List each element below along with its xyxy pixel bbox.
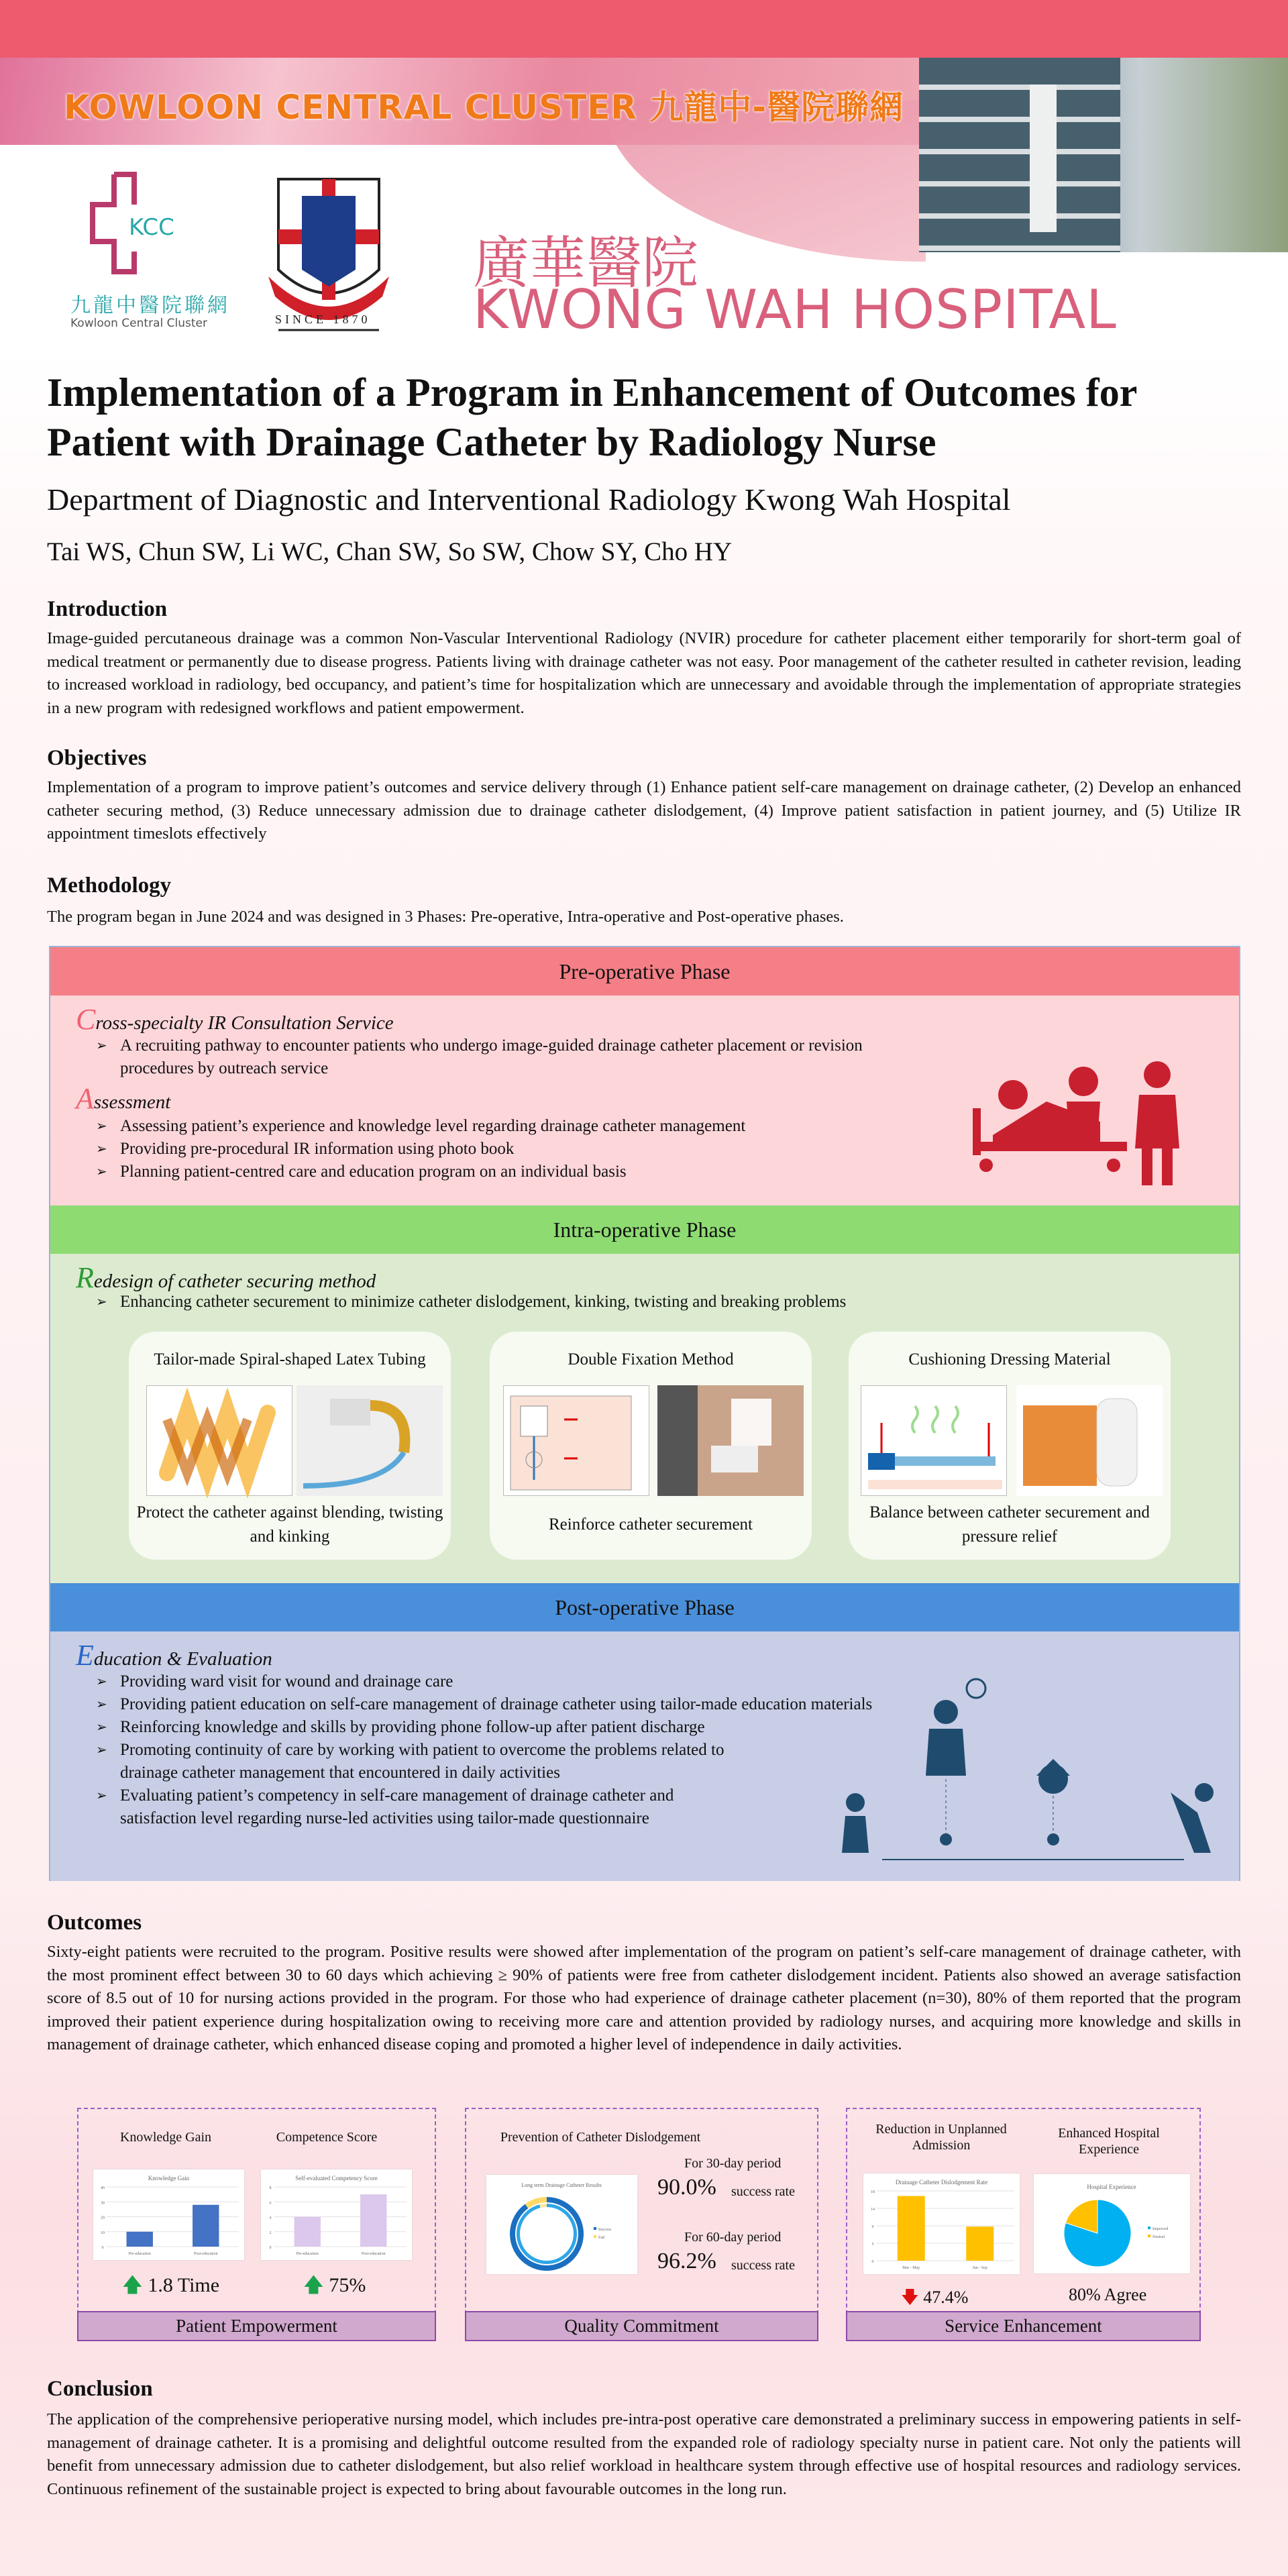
list-item: ➢ Providing patient education on self-care management of drainage catheter using tailor-made education materials: [76, 1693, 921, 1716]
legend-label: Improved: [1152, 2227, 1169, 2231]
outcomes-heading: Outcomes: [47, 1911, 142, 1935]
post-list: [76, 1670, 921, 1830]
competency-score-chart: [261, 2169, 412, 2260]
catheter-results-donut-chart: [486, 2175, 637, 2274]
post-subheading: Education & Evaluation: [76, 1639, 272, 1672]
objectives-text: Implementation of a program to improve patient’s outcomes and service delivery through (1) Enhance patient self-care management on drainage catheter, (2) Develop an enhanced catheter securing method, (3) Reduce unnecessary admission due to drainage catheter dislodgement, (4) Improve patient satisfaction in patient journey, and (5) Utilize IR appointment timeslots effectively: [47, 778, 1241, 843]
bar: [966, 2226, 994, 2261]
card-caption: Balance between catheter securement and pressure relief: [869, 1503, 1150, 1546]
admission-result: 🡇 47.4%: [901, 2288, 969, 2307]
tick-label: 0: [269, 2246, 272, 2250]
legend-swatch: [594, 2235, 596, 2238]
tick-label: 9: [871, 2225, 874, 2229]
spiral-tubing-diagram: [146, 1385, 292, 1496]
success-rate-30: 90.0%: [657, 2175, 716, 2200]
list-item: ➢ Promoting continuity of care by working with patient to overcome the problems related to drainage catheter management that encountered in daily activities: [76, 1739, 747, 1784]
authors: Tai WS, Chun SW, Li WC, Chan SW, So SW, Chow SY, Cho HY: [47, 537, 733, 566]
spiral-tubing-photo: [297, 1385, 443, 1496]
list-item: ➢ Reinforcing knowledge and skills by providing phone follow-up after patient discharge: [76, 1716, 921, 1739]
up-arrow-icon: 🡅: [122, 2274, 143, 2296]
tick-label: 40: [101, 2186, 105, 2190]
tick-label: 4: [269, 2216, 272, 2220]
legend-swatch: [594, 2227, 596, 2230]
pre-subheading-consultation: Cross-specialty IR Consultation Service: [76, 1003, 394, 1036]
list-item: ➢ Providing pre-procedural IR information using photo book: [76, 1138, 934, 1161]
cluster-banner-text: KOWLOON CENTRAL CLUSTER 九龍中-醫院聯網: [64, 88, 904, 127]
up-arrow-icon: 🡅: [303, 2274, 324, 2296]
list-item: ➢ Planning patient-centred care and education program on an individual basis: [76, 1161, 934, 1183]
poster-title: Implementation of a Program in Enhancement of Outcomes for Patient with Drainage Catheter by Radiology Nurse: [47, 370, 1137, 464]
tick-label: 0: [871, 2260, 874, 2264]
competence-score-title: Competence Score: [276, 2130, 378, 2145]
bar: [127, 2232, 153, 2247]
category-label: Mar - May: [902, 2266, 920, 2270]
kcc-chinese-name: 九龍中醫院聯網: [70, 294, 230, 317]
card-spiral-tubing: [129, 1332, 451, 1560]
kcc-logo: [87, 171, 174, 278]
bar: [360, 2194, 386, 2247]
tick-label: 30: [101, 2201, 105, 2206]
list-item: ➢ Assessing patient’s experience and knowledge level regarding drainage catheter management: [76, 1115, 934, 1138]
kcc-english-name: Kowloon Central Cluster: [70, 317, 207, 330]
card-cushioning-dressing: [849, 1332, 1171, 1560]
post-operative-header: Post-operative Phase: [50, 1583, 1239, 1631]
dislodgement-title: Prevention of Catheter Dislodgement: [500, 2130, 701, 2145]
experience-result: 80% Agree: [1069, 2285, 1147, 2304]
legend-swatch: [1148, 2226, 1150, 2229]
conclusion-text: The application of the comprehensive perioperative nursing model, which includes pre-intra-post operative care demonstrated a preliminary success in empowering patients in self-management of drainage catheter. It is a promising and delightful outcome resulted from the expanded role of radiology specialty nurse in patient care. Not only the patients will benefit from unnecessary admission due to catheter dislodgement, but also relief workload in healthcare system through effective use of hospital resources and radiology services. Continuous refinement of the sustainable project is expected to bring about favourable outcomes in the long run.: [47, 2410, 1241, 2498]
list-item: ➢ A recruiting pathway to encounter patients who undergo image-guided drainage catheter placement or revision procedures by outreach service: [76, 1034, 934, 1080]
introduction-heading: Introduction: [47, 597, 168, 621]
tick-label: 10: [101, 2231, 105, 2235]
tick-label: 8: [269, 2186, 272, 2190]
tick-label: 18: [871, 2190, 875, 2194]
pre-subheading-assessment: Assessment: [76, 1082, 171, 1115]
knowledge-gain-title: Knowledge Gain: [119, 2130, 212, 2145]
success-rate-label: success rate: [731, 2258, 795, 2273]
tick-label: 2: [269, 2231, 272, 2235]
card-footer: Quality Commitment: [465, 2311, 818, 2341]
tick-label: 0: [101, 2246, 104, 2250]
category-label: Post-education: [361, 2252, 386, 2256]
category-label: Post-education: [193, 2252, 218, 2256]
unplanned-admission-title: Reduction in Unplanned Admission: [875, 2122, 1007, 2153]
list-item: ➢ Evaluating patient’s competency in self-care management of drainage catheter and satisfaction level regarding nurse-led activities using tailor-made questionnaire: [76, 1784, 747, 1830]
chart-title: Self-evaluated Competency Score: [295, 2175, 378, 2182]
donut-hole: [520, 2207, 574, 2261]
card-title: Double Fixation Method: [568, 1350, 734, 1368]
period-60-label: For 60-day period: [684, 2230, 782, 2245]
category-label: Pre-education: [128, 2252, 151, 2256]
bar: [294, 2217, 321, 2247]
knowledge-result: 🡅 1.8 Time: [122, 2274, 220, 2296]
pre-assessment-list: [76, 1115, 934, 1183]
top-bar: [0, 0, 1288, 58]
pre-consultation-list: [76, 1034, 934, 1080]
hospital-experience-title: Enhanced Hospital Experience: [1058, 2126, 1160, 2157]
card-patient-empowerment: [77, 2108, 436, 2341]
cushioning-diagram: [861, 1385, 1007, 1496]
success-rate-60: 96.2%: [657, 2249, 716, 2273]
tick-label: 20: [101, 2216, 105, 2220]
double-fixation-diagram: [503, 1385, 649, 1496]
card-footer: Patient Empowerment: [77, 2311, 436, 2341]
bar: [193, 2205, 219, 2247]
down-arrow-icon: 🡇: [901, 2288, 919, 2307]
tick-label: 5: [871, 2243, 874, 2247]
card-caption: Reinforce catheter securement: [549, 1515, 753, 1534]
conclusion-heading: Conclusion: [47, 2377, 153, 2401]
competence-result: 🡅 75%: [303, 2274, 366, 2296]
cushioning-product-photo: [1016, 1385, 1163, 1496]
chart-title: Hospital Experience: [1087, 2184, 1136, 2190]
card-double-fixation: [490, 1332, 812, 1560]
hospital-chinese-name: 廣華醫院: [473, 230, 699, 296]
legend-swatch: [1148, 2235, 1150, 2237]
list-item: ➢ Providing ward visit for wound and drainage care: [76, 1670, 921, 1693]
bar: [898, 2196, 925, 2261]
dislodgement-rate-chart: [863, 2174, 1020, 2274]
methodology-text: The program began in June 2024 and was designed in 3 Phases: Pre-operative, Intra-operative and Post-operative phases.: [47, 908, 844, 926]
patient-journey-illustration-icon: [822, 1658, 1224, 1873]
card-title: Cushioning Dressing Material: [908, 1350, 1111, 1368]
methodology-heading: Methodology: [47, 873, 172, 898]
intra-list: [76, 1291, 1149, 1313]
legend-label: Success: [598, 2228, 611, 2232]
card-footer: Service Enhancement: [846, 2311, 1201, 2341]
department: Department of Diagnostic and Interventional Radiology Kwong Wah Hospital: [47, 482, 1011, 517]
nurse-patient-bed-illustration-icon: [966, 1041, 1194, 1189]
chart-title: Drainage Catheter Dislodgement Rate: [895, 2179, 988, 2186]
card-quality-commitment: [465, 2108, 818, 2341]
period-30-label: For 30-day period: [684, 2156, 782, 2171]
card-service-enhancement: [846, 2108, 1201, 2341]
card-title: Tailor-made Spiral-shaped Latex Tubing: [154, 1350, 426, 1368]
introduction-text: Image-guided percutaneous drainage was a common Non-Vascular Interventional Radiology (NVIR) procedure for catheter placement either temporarily for short-term goal of medical treatment or permanently due to disease progress. Patients living with drainage catheter was not easy. Poor management of the catheter resulted in catheter revision, leading to increased workload in radiology, bed occupancy, and patient’s time for hospitalization which are unnecessary and avoidable through the implementation of appropriate strategies in a new program with redesigned workflows and patient empowerment.: [47, 629, 1241, 717]
tung-wah-since: SINCE 1870: [275, 313, 371, 326]
category-label: Jun - Sep: [972, 2266, 987, 2270]
legend-label: Neutral: [1152, 2235, 1165, 2239]
double-fixation-photo: [657, 1385, 804, 1496]
tick-label: 6: [269, 2201, 272, 2206]
svg-text:KCC: KCC: [129, 214, 174, 241]
chart-title: Knowledge Gain: [148, 2175, 190, 2182]
knowledge-gain-chart: [93, 2169, 244, 2260]
hospital-experience-pie-chart: [1034, 2174, 1190, 2273]
category-label: Pre-education: [296, 2252, 319, 2256]
tick-label: 14: [871, 2208, 875, 2212]
success-rate-label: success rate: [731, 2184, 795, 2199]
chart-title: Long term Drainage Catheter Results: [521, 2182, 602, 2188]
objectives-heading: Objectives: [47, 746, 147, 770]
list-item: ➢ Enhancing catheter securement to minimize catheter dislodgement, kinking, twisting and breaking problems: [76, 1291, 1149, 1313]
hospital-english-name: KWONG WAH HOSPITAL: [473, 278, 1117, 341]
pre-operative-header: Pre-operative Phase: [50, 947, 1239, 996]
intra-subheading: Redesign of catheter securing method: [76, 1261, 376, 1294]
intra-operative-header: Intra-operative Phase: [50, 1205, 1239, 1254]
hospital-building-photo: [919, 58, 1288, 252]
legend-label: Fail: [598, 2236, 605, 2240]
outcomes-text: Sixty-eight patients were recruited to the program. Positive results were showed after implementation of the program on patient’s self-care management of drainage catheter, with the most prominent effect between 30 to 60 days which achieving ≥ 90% of patients were free from catheter dislodgement incident. Patients also showed an average satisfaction score of 8.5 out of 10 for nursing actions provided in the program. For those who had experience of drainage catheter placement (n=30), 80% of them reported that the program improved their patient experience during hospitalization owing to receiving more care and attention provided by radiology nurses, and acquiring more knowledge and skills in management of drainage catheter, which enhanced disease coping and promoted a higher level of independence in daily activities.: [47, 1943, 1241, 2053]
card-caption: Protect the catheter against blending, twisting and kinking: [136, 1503, 443, 1546]
